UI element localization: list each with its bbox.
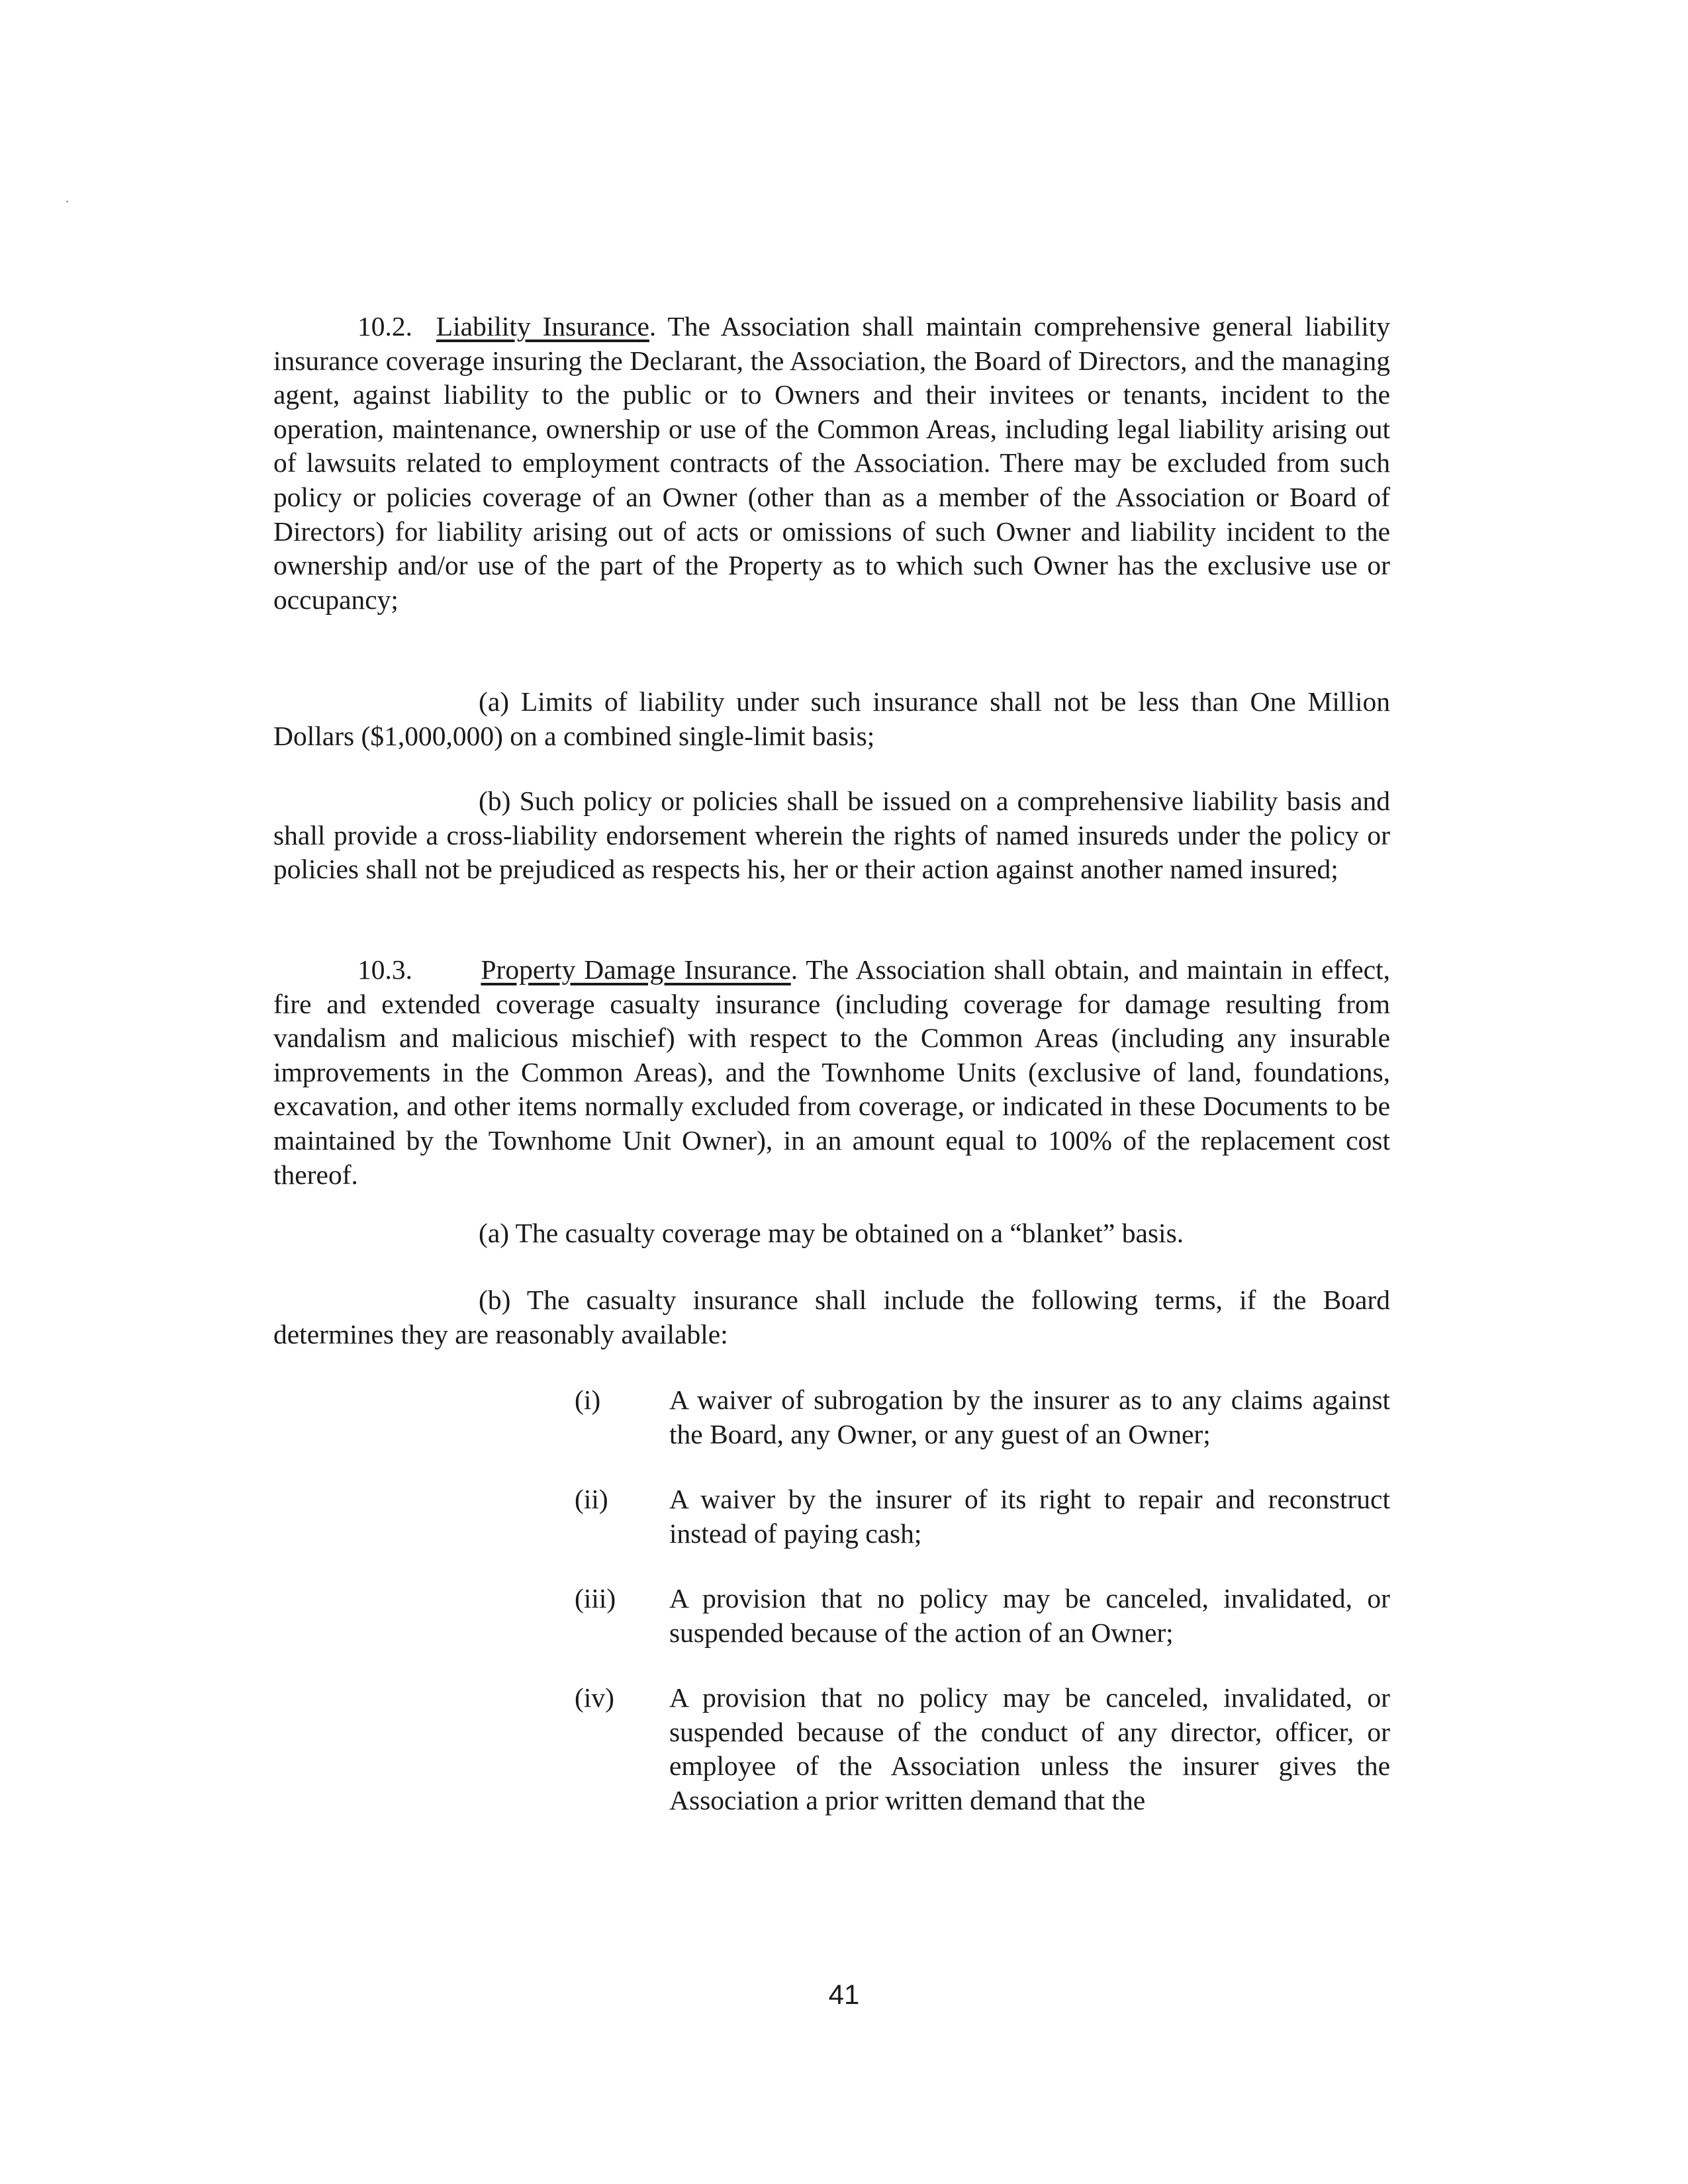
section-10-2-a: (a) Limits of liability under such insurance shall not be less than One Million Dollars ($1,000,000) on a combined single-limit basis; [273, 686, 1390, 751]
section-10-3-b: (b) The casualty insurance shall include the following terms, if the Board determines they are reasonably available: [273, 1285, 1390, 1349]
section-10-2-b: (b) Such policy or policies shall be issued on a comprehensive liability basis and shall provide a cross-liability endorsement wherein the rights of named insureds under the policy or policies shall not be prejudiced as respects his, her or their action against another named insured; [273, 786, 1390, 885]
section-10-3-a: (a) The casualty coverage may be obtained on a “blanket” basis. [479, 1218, 1184, 1248]
section-number: 10.2. [357, 311, 412, 341]
section-body: . The Association shall maintain comprehensive general liability insurance coverage insuring the Declarant, the Association, the Board of Directors, and the managing agent, against liability to the public or to Owners and their invitees or tenants, incident to the operation, maintenance, ownership or use of the Common Areas, including legal liability arising out of lawsuits related to employment contracts of the Association. There may be excluded from such policy or policies coverage of an Owner (other than as a member of the Association or Board of Directors) for liability arising out of acts or omissions of such Owner and liability incident to the ownership and/or use of the part of the Property as to which such Owner has the exclusive use or occupancy; [273, 311, 1391, 615]
list-item-text: A provision that no policy may be canceled, invalidated, or suspended because of the action of an Owner; [669, 1583, 1390, 1648]
list-item-label: (iv) [575, 1682, 614, 1713]
section-number: 10.3. [357, 954, 412, 985]
section-heading: Property Damage Insurance [481, 954, 791, 985]
list-item-text: A provision that no policy may be canceled, invalidated, or suspended because of the conduct of any director, officer, or employee of the Association unless the insurer gives the Association a prior written demand that the [669, 1682, 1390, 1815]
list-item-text: A waiver by the insurer of its right to repair and reconstruct instead of paying cash; [669, 1484, 1390, 1549]
page-number: 41 [828, 1979, 860, 2010]
list-item-label: (i) [575, 1385, 601, 1415]
list-item-text: A waiver of subrogation by the insurer as to any claims against the Board, any Owner, or any guest of an Owner; [669, 1385, 1390, 1449]
list-item-label: (ii) [575, 1484, 608, 1514]
list-item-label: (iii) [575, 1583, 616, 1614]
scan-speck [66, 201, 68, 203]
section-heading: Liability Insurance [436, 311, 649, 341]
section-10-3-paragraph [273, 953, 1390, 1192]
section-body: . The Association shall obtain, and maintain in effect, fire and extended coverage casualty insurance (including coverage for damage resulting from vandalism and malicious mischief) with respect to the Common Areas (including any insurable improvements in the Common Areas), and the Townhome Units (exclusive of land, foundations, excavation, and other items normally excluded from coverage, or indicated in these Documents to be maintained by the Townhome Unit Owner), in an amount equal to 100% of the replacement cost thereof. [273, 954, 1390, 1190]
section-10-2-paragraph [273, 310, 1390, 617]
